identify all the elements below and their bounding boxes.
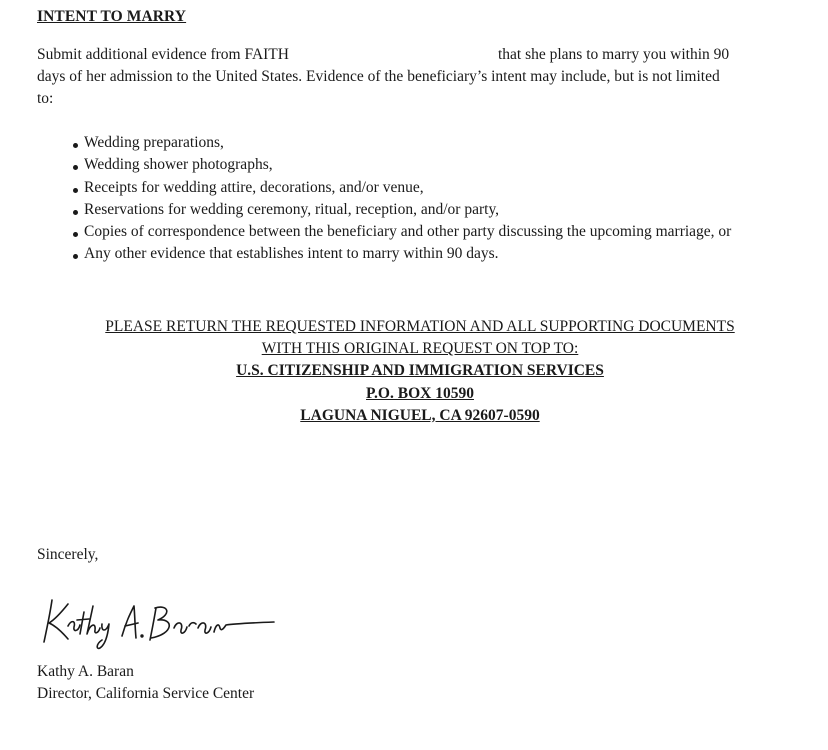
paragraph-line-2: days of her admission to the United States. Evidence of the beneficiary’s intent may include, but is not limited — [37, 68, 720, 85]
po-box: P.O. BOX 10590 — [366, 384, 474, 402]
list-item: Copies of correspondence between the beneficiary and other party discussing the upcoming marriage, or — [71, 221, 731, 243]
return-line-1: PLEASE RETURN THE REQUESTED INFORMATION AND ALL SUPPORTING DOCUMENTS — [105, 318, 735, 335]
signer-block — [37, 661, 254, 705]
section-heading: INTENT TO MARRY — [37, 8, 187, 25]
paragraph-line-3: to: — [37, 90, 54, 107]
signer-title: Director, California Service Center — [37, 685, 255, 702]
evidence-paragraph — [37, 44, 807, 110]
city-address: LAGUNA NIGUEL, CA 92607-0590 — [300, 406, 540, 424]
list-item: Wedding preparations, — [71, 132, 731, 154]
list-item: Reservations for wedding ceremony, ritual, reception, and/or party, — [71, 199, 731, 221]
return-instructions — [0, 316, 828, 427]
list-item: Wedding shower photographs, — [71, 154, 731, 176]
list-item: Receipts for wedding attire, decorations, and/or venue, — [71, 177, 731, 199]
signature-image — [38, 592, 278, 652]
salutation: Sincerely, — [37, 546, 99, 563]
agency-name: U.S. CITIZENSHIP AND IMMIGRATION SERVICES — [236, 362, 604, 380]
signer-name: Kathy A. Baran — [37, 663, 134, 680]
paragraph-line-1 — [37, 44, 807, 66]
return-line-2: WITH THIS ORIGINAL REQUEST ON TOP TO: — [261, 340, 579, 358]
paragraph-line-1-start: Submit additional evidence from FAITH — [37, 46, 289, 63]
evidence-list — [71, 132, 731, 266]
list-item: Any other evidence that establishes intent to marry within 90 days. — [71, 243, 731, 265]
paragraph-line-1-end: that she plans to marry you within 90 — [497, 46, 730, 63]
